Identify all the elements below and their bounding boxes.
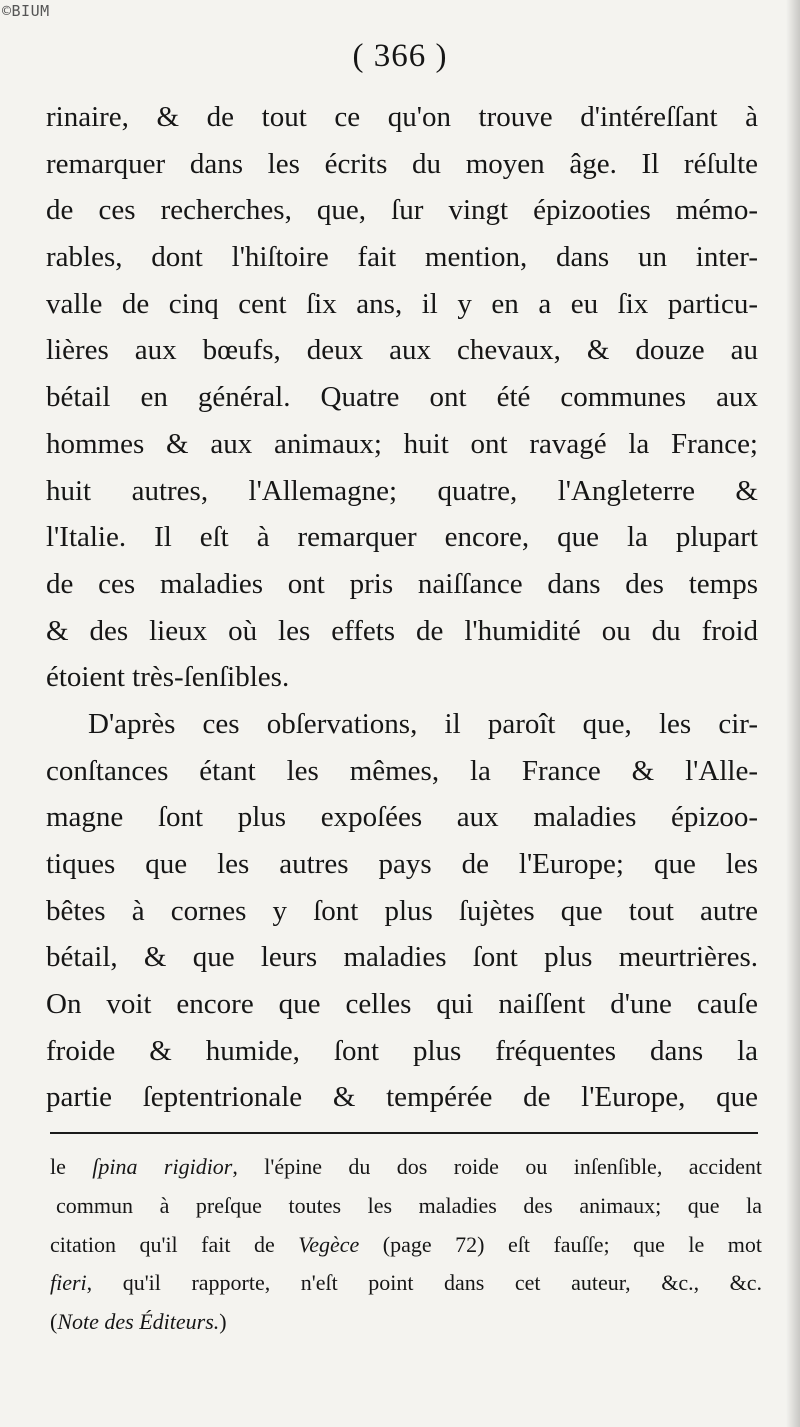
text-line: lières aux bœufs, deux aux chevaux, & douze au — [46, 334, 758, 367]
footnote-text: citation qu'il fait de — [50, 1231, 299, 1257]
watermark: ©BIUM — [2, 2, 50, 20]
text-line: magne ſont plus expoſées aux maladies épizoo- — [46, 801, 758, 834]
text-line: On voit encore que celles qui naiſſent d'une cauſe — [46, 988, 758, 1021]
footnote-rule — [50, 1132, 758, 1134]
text-line: bêtes à cornes y ſont plus ſujètes que tout autre — [46, 894, 758, 927]
footnote-line — [50, 1148, 762, 1187]
text-line: & des lieux où les effets de l'humidité ou du froid — [46, 614, 758, 647]
footnote-line — [50, 1303, 762, 1342]
text-line: conſtances étant les mêmes, la France & l'Alle- — [46, 754, 758, 787]
text-line: froide & humide, ſont plus fréquentes dans la — [46, 1034, 758, 1067]
footnote-italic: ſpina rigidior — [92, 1154, 233, 1179]
page-edge-shadow — [786, 0, 800, 1427]
footnote-italic: fieri — [50, 1270, 87, 1296]
text-line: D'après ces obſervations, il paroît que, les cir- — [88, 707, 758, 740]
text-line: valle de cinq cent ſix ans, il y en a eu ſix particu- — [46, 287, 758, 320]
text-line: l'Italie. Il eſt à remarquer encore, que la plupart — [46, 521, 758, 554]
text-line: étoient très-ſenſibles. — [46, 661, 290, 694]
text-line: de ces recherches, que, ſur vingt épizooties mémo- — [46, 194, 758, 227]
footnote-text: ) — [219, 1309, 227, 1335]
text-line: partie ſeptentrionale & tempérée de l'Europe, que — [46, 1081, 758, 1114]
footnote-italic: Vegèce — [298, 1231, 360, 1257]
footnote-text: ( — [50, 1309, 58, 1335]
text-line: remarquer dans les écrits du moyen âge. Il réſulte — [46, 147, 758, 180]
text-line: tiques que les autres pays de l'Europe; que les — [46, 848, 758, 880]
text-line: hommes & aux animaux; huit ont ravagé la France; — [46, 427, 758, 460]
body-text — [46, 94, 758, 1121]
footnote-line: commun à preſque toutes les maladies des animaux; que la — [56, 1192, 762, 1218]
footnote-line — [50, 1226, 762, 1265]
footnote-italic: Note des Éditeurs. — [57, 1309, 220, 1335]
text-line: bétail, & que leurs maladies ſont plus meurtrières. — [46, 941, 758, 974]
text-line: rables, dont l'hiſtoire fait mention, dans un inter- — [46, 241, 758, 274]
footnote-text: (page 72) eſt fauſſe; que le mot — [359, 1231, 762, 1257]
footnote-text: le — [50, 1154, 93, 1179]
text-line: de ces maladies ont pris naiſſance dans des temps — [46, 567, 758, 600]
text-line: bétail en général. Quatre ont été communes aux — [46, 381, 758, 414]
footnote-text: , l'épine du dos roide ou inſenſible, accident — [232, 1154, 763, 1179]
footnote — [50, 1148, 762, 1342]
text-line: huit autres, l'Allemagne; quatre, l'Angleterre & — [46, 474, 758, 507]
footnote-text: , qu'il rapporte, n'eſt point dans cet auteur, &c., &c. — [86, 1270, 762, 1296]
footnote-line — [50, 1264, 762, 1303]
page-number: ( 366 ) — [352, 38, 448, 74]
text-line: rinaire, & de tout ce qu'on trouve d'intéreſſant à — [46, 101, 758, 133]
